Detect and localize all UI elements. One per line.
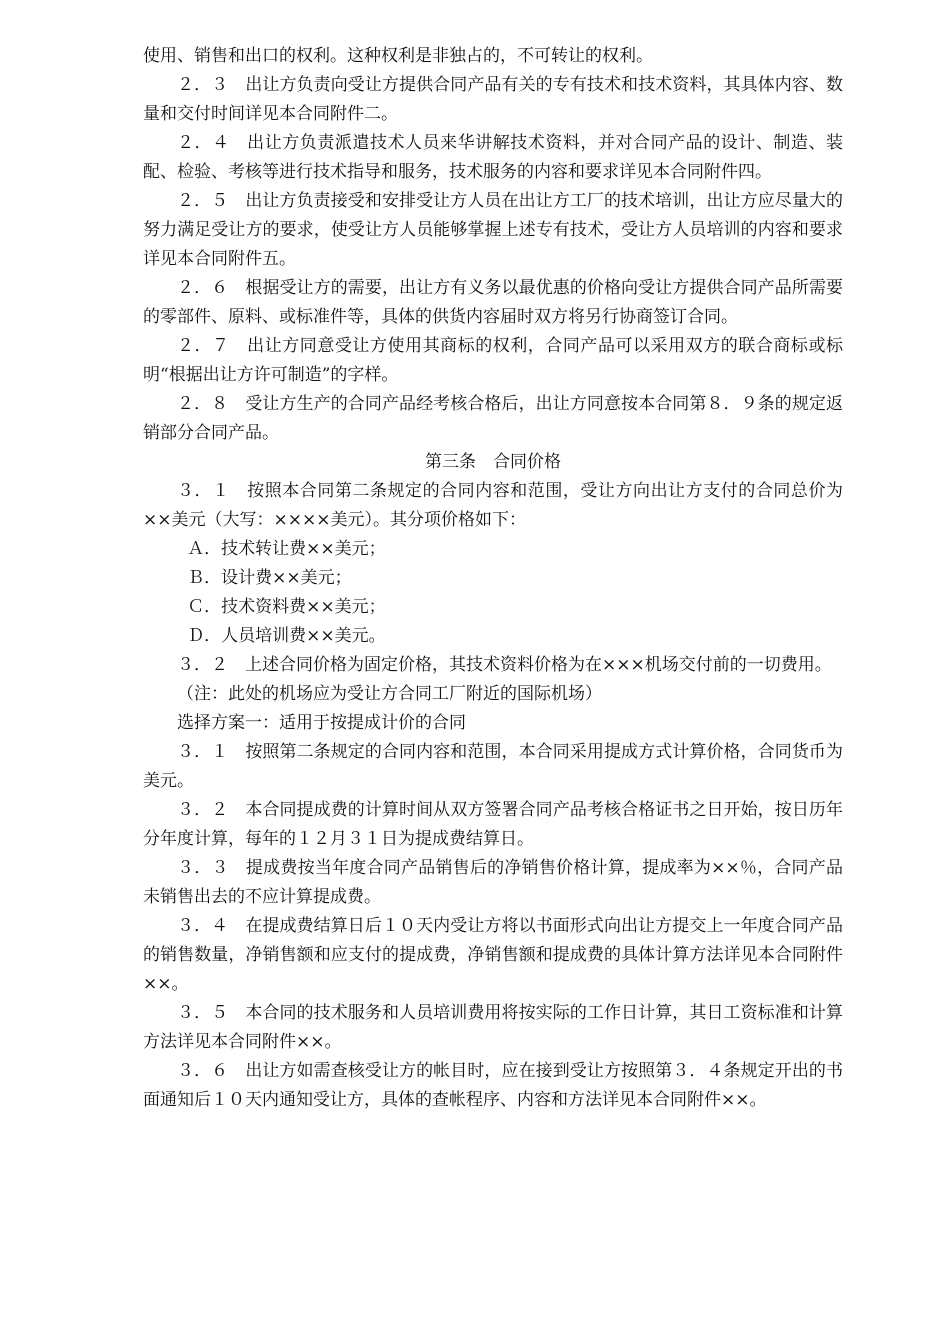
paragraph: ３．４ 在提成费结算日后１０天内受让方将以书面形式向出让方提交上一年度合同产品的销售数量，净销售额和应支付的提成费，净销售额和提成费的具体计算方法详见本合同附件××。 bbox=[143, 916, 843, 994]
paragraph: ２．７ 出让方同意受让方使用其商标的权利，合同产品可以采用双方的联合商标或标明“根据出让方许可制造”的字样。 bbox=[143, 336, 843, 385]
section-heading: 第三条 合同价格 bbox=[425, 452, 561, 472]
document-body bbox=[143, 42, 843, 1115]
list-item: Ａ．技术转让费××美元； bbox=[187, 539, 386, 559]
paragraph: 选择方案一：适用于按提成计价的合同 bbox=[177, 713, 466, 733]
paragraph: ３．２ 上述合同价格为固定价格，其技术资料价格为在×××机场交付前的一切费用。 bbox=[177, 655, 832, 675]
paragraph: ２．８ 受让方生产的合同产品经考核合格后，出让方同意按本合同第８．９条的规定返销部分合同产品。 bbox=[143, 394, 843, 443]
paragraph: ３．６ 出让方如需查核受让方的帐目时，应在接到受让方按照第３．４条规定开出的书面通知后１０天内通知受让方，具体的查帐程序、内容和方法详见本合同附件××。 bbox=[143, 1061, 843, 1110]
paragraph: ２．３ 出让方负责向受让方提供合同产品有关的专有技术和技术资料，其具体内容、数量和交付时间详见本合同附件二。 bbox=[143, 75, 843, 124]
paragraph: ３．１ 按照本合同第二条规定的合同内容和范围，受让方向出让方支付的合同总价为××美元（大写：××××美元）。其分项价格如下： bbox=[143, 481, 843, 530]
paragraph: ３．５ 本合同的技术服务和人员培训费用将按实际的工作日计算，其日工资标准和计算方法详见本合同附件××。 bbox=[143, 1003, 843, 1052]
paragraph: ３．１ 按照第二条规定的合同内容和范围，本合同采用提成方式计算价格，合同货币为美元。 bbox=[143, 742, 843, 791]
paragraph-continuation: 使用、销售和出口的权利。这种权利是非独占的，不可转让的权利。 bbox=[143, 46, 653, 66]
paragraph: ２．４ 出让方负责派遣技术人员来华讲解技术资料，并对合同产品的设计、制造、装配、检验、考核等进行技术指导和服务，技术服务的内容和要求详见本合同附件四。 bbox=[143, 133, 843, 182]
list-item: Ｄ．人员培训费××美元。 bbox=[187, 626, 386, 646]
list-item: Ｂ．设计费××美元； bbox=[187, 568, 352, 588]
paragraph: ２．５ 出让方负责接受和安排受让方人员在出让方工厂的技术培训，出让方应尽量大的努力满足受让方的要求，使受让方人员能够掌握上述专有技术，受让方人员培训的内容和要求详见本合同附件五。 bbox=[143, 191, 843, 269]
paragraph: ３．２ 本合同提成费的计算时间从双方签署合同产品考核合格证书之日开始，按日历年分年度计算，每年的１２月３１日为提成费结算日。 bbox=[143, 800, 843, 849]
paragraph: ３．３ 提成费按当年度合同产品销售后的净销售价格计算，提成率为××％，合同产品未销售出去的不应计算提成费。 bbox=[143, 858, 843, 907]
paragraph: （注：此处的机场应为受让方合同工厂附近的国际机场） bbox=[177, 684, 602, 704]
list-item: Ｃ．技术资料费××美元； bbox=[187, 597, 386, 617]
paragraph: ２．６ 根据受让方的需要，出让方有义务以最优惠的价格向受让方提供合同产品所需要的零部件、原料、或标准件等，具体的供货内容届时双方将另行协商签订合同。 bbox=[143, 278, 843, 327]
